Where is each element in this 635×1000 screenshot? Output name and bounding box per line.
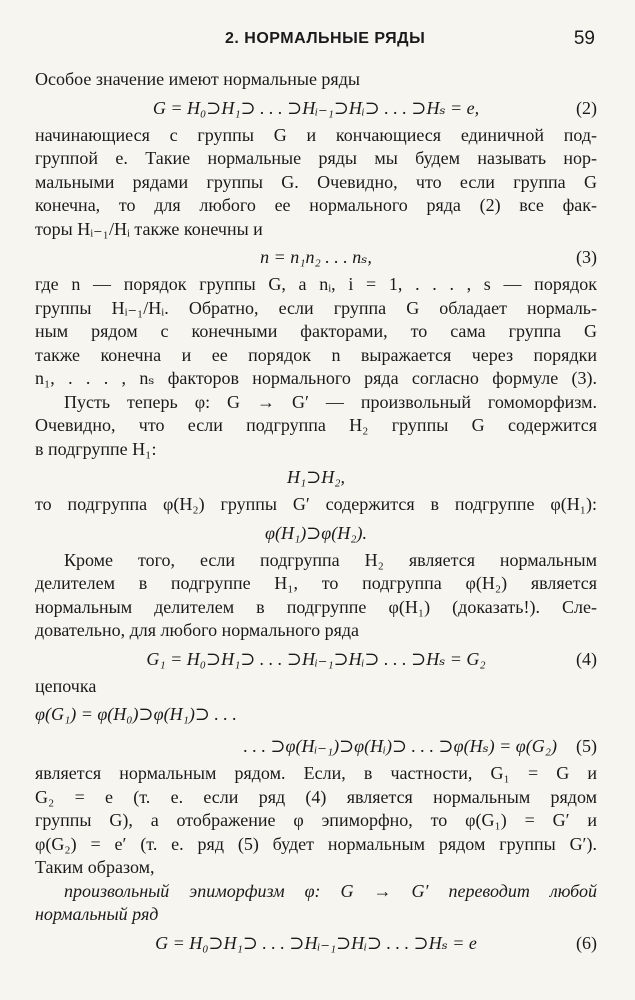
formula-text: G = H₀⊃H₁⊃ . . . ⊃Hᵢ₋₁⊃Hᵢ⊃ . . . ⊃Hₛ = e, (152, 97, 480, 118)
text-line: конечна, то для любого ее нормального ряда (2) все фак- (35, 195, 597, 215)
text-line: ным рядом с конечными факторами, то сама группа G (35, 321, 597, 341)
equation-number: (2) (576, 97, 597, 118)
text-line: Очевидно, что если подгруппа H₂ группы G содержится (35, 415, 597, 435)
text-line: φ(G₂) = e′ (т. е. ряд (5) будет нормальным рядом группы G′). (35, 833, 597, 854)
text-line: цепочка (35, 675, 97, 696)
text-line: торы Hᵢ₋₁/Hᵢ также конечны и (35, 218, 263, 239)
running-header (0, 30, 635, 54)
text-line: начинающиеся с группы G и кончающиеся единичной под- (35, 124, 597, 145)
formula-line (35, 730, 597, 762)
formula-text: n = n₁n₂ . . . nₛ, (260, 247, 372, 267)
formula-text: G₁ = H₀⊃H₁⊃ . . . ⊃Hᵢ₋₁⊃Hᵢ⊃ . . . ⊃Hₛ = G₂ (146, 648, 486, 669)
formula-line (35, 461, 597, 493)
text-line: также конечна и ее порядок n выражается через порядки (35, 344, 597, 365)
equation-number: (5) (576, 736, 597, 756)
text-line: произвольный эпиморфизм φ: G → G′ переводит любой (64, 880, 597, 901)
text-line: то подгруппа φ(H₂) группы G′ содержится в подгруппе φ(H₁): (35, 494, 597, 514)
text-line: является нормальным рядом. Если, в частности, G₁ = G и (35, 763, 597, 783)
text-line: довательно, для любого нормального ряда (35, 620, 360, 640)
formula-text: G = H₀⊃H₁⊃ . . . ⊃Hᵢ₋₁⊃Hᵢ⊃ . . . ⊃Hₛ = e (155, 932, 477, 953)
text-line: группы Hᵢ₋₁/Hᵢ. Обратно, если группа G обладает нормаль- (35, 297, 597, 318)
text-line: группой e. Такие нормальные ряды мы будем называть нор- (35, 148, 597, 168)
formula-line (35, 92, 597, 124)
text-line: где n — порядок группы G, а nᵢ, i = 1, . . . , s — порядок (35, 274, 597, 294)
page-body (35, 68, 597, 959)
page-number: 59 (573, 28, 595, 49)
equation-number: (6) (576, 932, 597, 953)
equation-number: (4) (576, 648, 597, 669)
text-line: Особое значение имеют нормальные ряды (35, 69, 360, 89)
text-line: в подгруппе H₁: (35, 438, 157, 459)
text-line: n₁, . . . , nₛ факторов нормального ряда согласно формуле (3). (35, 368, 597, 388)
formula-text: φ(G₁) = φ(H₀)⊃φ(H₁)⊃ . . . (35, 704, 237, 724)
text-line: нормальный ряд (35, 904, 159, 924)
formula-text: φ(H₁)⊃φ(H₂). (265, 522, 367, 543)
formula-text: . . . ⊃φ(Hᵢ₋₁)⊃φ(Hᵢ)⊃ . . . ⊃φ(Hₛ) = φ(G₂) (243, 736, 557, 756)
text-line: делителем в подгруппе H₁, то подгруппа φ(H₂) является (35, 573, 597, 593)
text-line: G₂ = e (т. е. если ряд (4) является нормальным рядом (35, 786, 597, 807)
formula-line (35, 517, 597, 549)
text-line: мальными рядами группы G. Очевидно, что если группа G (35, 171, 597, 192)
formula-line (35, 698, 597, 730)
formula-line (35, 643, 597, 675)
text-line: Таким образом, (35, 857, 155, 877)
text-line: Кроме того, если подгруппа H₂ является нормальным (64, 549, 597, 570)
text-line: группы G), а отображение φ эпиморфно, то φ(G₁) = G′ и (35, 810, 597, 830)
text-line: нормальным делителем в подгруппе φ(H₁) (доказать!). Сле- (35, 596, 597, 617)
text-line: Пусть теперь φ: G → G′ — произвольный гомоморфизм. (64, 391, 597, 412)
section-title: 2. НОРМАЛЬНЫЕ РЯДЫ (225, 30, 426, 47)
formula-line (35, 241, 597, 273)
formula-line (35, 927, 597, 959)
equation-number: (3) (576, 247, 597, 267)
formula-text: H₁⊃H₂, (286, 467, 346, 487)
